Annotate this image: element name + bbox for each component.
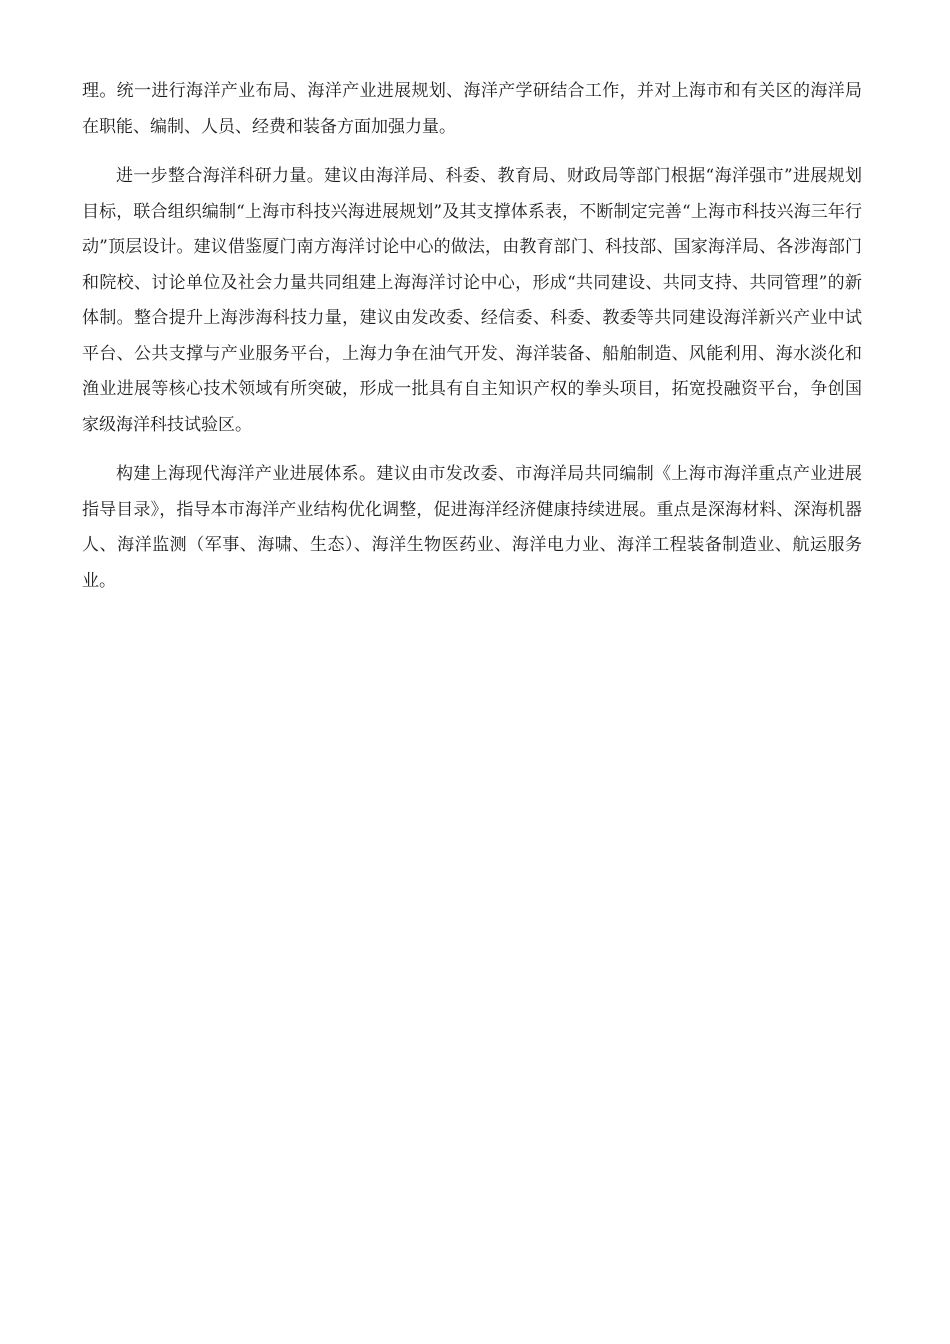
document-body xyxy=(82,74,862,613)
paragraph-industry-system: 构建上海现代海洋产业进展体系。建议由市发改委、市海洋局共同编制《上海市海洋重点产业进展指导目录》，指导本市海洋产业结构优化调整，促进海洋经济健康持续进展。重点是深海材料、深海机器人、海洋监测（军事、海啸、生态）、海洋生物医药业、海洋电力业、海洋工程装备制造业、航运服务业。 xyxy=(82,464,862,591)
paragraph-continuation: 理。统一进行海洋产业布局、海洋产业进展规划、海洋产学研结合工作，并对上海市和有关区的海洋局在职能、编制、人员、经费和装备方面加强力量。 xyxy=(82,81,862,137)
paragraph-research-integration: 进一步整合海洋科研力量。建议由海洋局、科委、教育局、财政局等部门根据“海洋强市”进展规划目标，联合组织编制“上海市科技兴海进展规划”及其支撑体系表，不断制定完善“上海市科技兴海三年行动”顶层设计。建议借鉴厦门南方海洋讨论中心的做法，由教育部门、科技部、国家海洋局、各涉海部门和院校、讨论单位及社会力量共同组建上海海洋讨论中心，形成“共同建设、共同支持、共同管理”的新体制。整合提升上海涉海科技力量，建议由发改委、经信委、科委、教委等共同建设海洋新兴产业中试平台、公共支撑与产业服务平台，上海力争在油气开发、海洋装备、船舶制造、风能利用、海水淡化和渔业进展等核心技术领域有所突破，形成一批具有自主知识产权的拳头项目，拓宽投融资平台，争创国家级海洋科技试验区。 xyxy=(82,166,862,435)
